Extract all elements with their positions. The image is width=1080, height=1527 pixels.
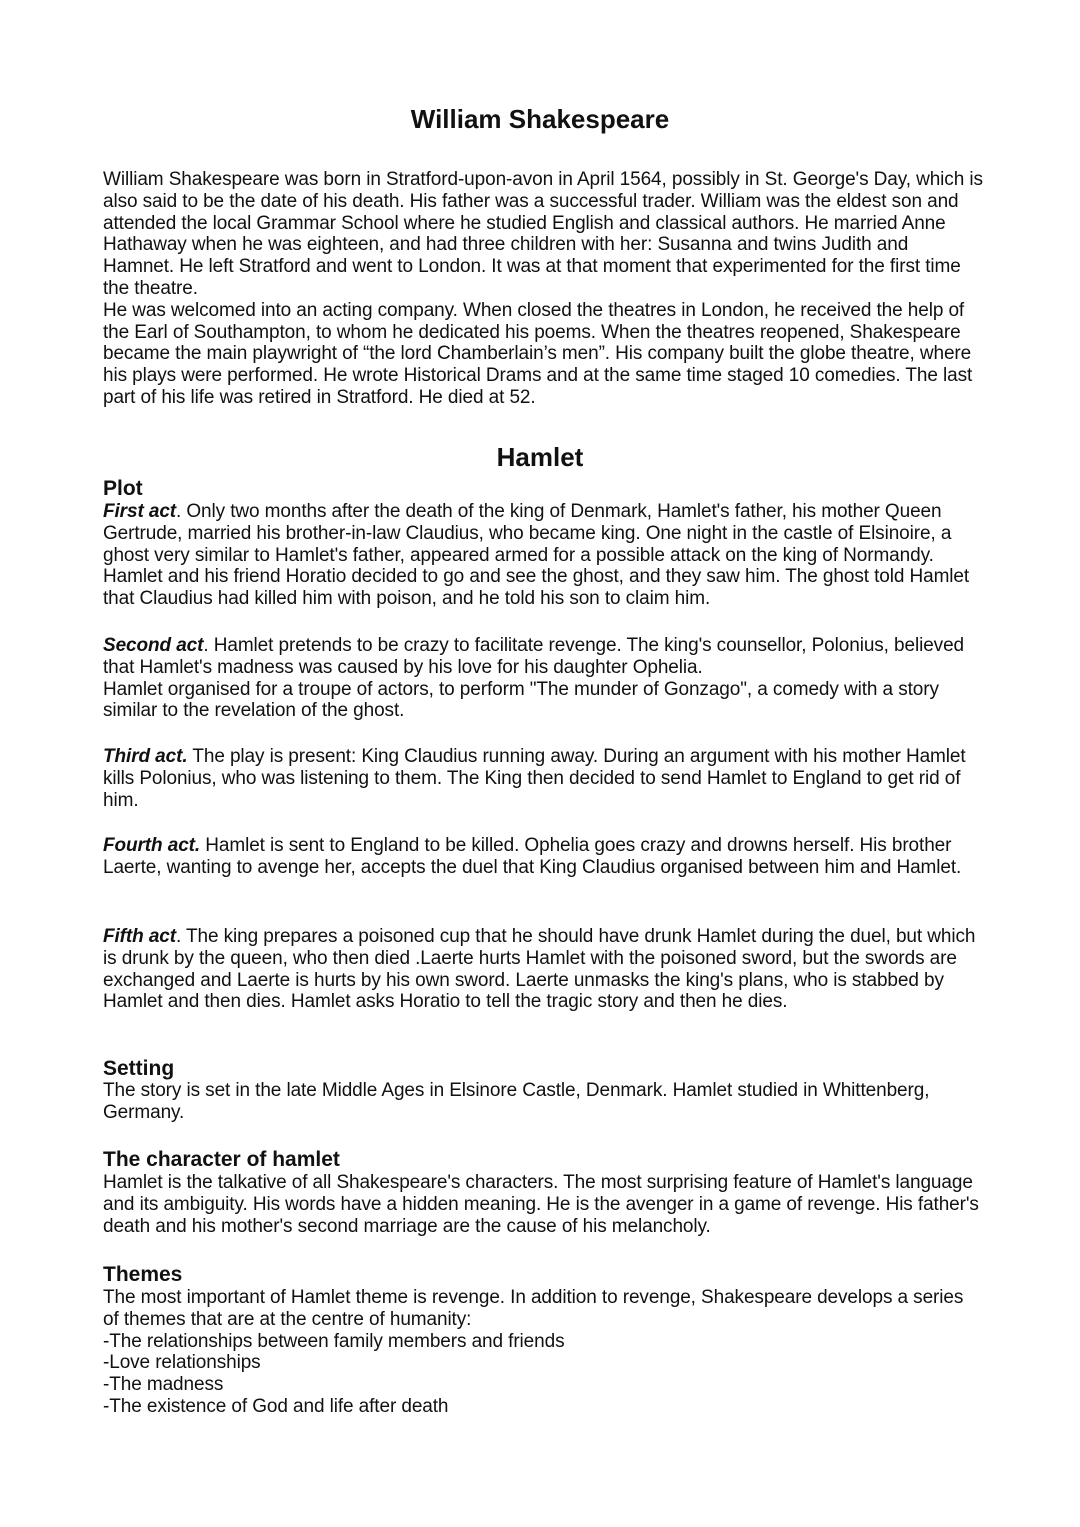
second-act-text: . Hamlet pretends to be crazy to facilitate revenge. The king's counsellor, Polonius, believed that Hamlet's madness was caused by his love for his daughter Ophelia. xyxy=(103,635,965,678)
plot-heading: Plot xyxy=(103,477,143,500)
first-act-text: . Only two months after the death of the king of Denmark, Hamlet's father, his mother Queen Gertrude, married his brother-in-law Claudius, who became king. One night in the castle of Elsinoire, a ghost very similar to Hamlet's father, appeared armed for a possible attack on the king of Normandy. Hamlet and his friend Horatio decided to go and see the ghost, and they saw him. The ghost told Hamlet that Claudius had killed him with poison, and he told his son to claim him. xyxy=(103,501,970,610)
fifth-act-label: Fifth act xyxy=(103,926,176,947)
themes-intro: The most important of Hamlet theme is revenge. In addition to revenge, Shakespeare develops a series of themes that are at the centre of humanity: xyxy=(103,1287,964,1330)
biography-section xyxy=(103,169,983,409)
fifth-act-text: . The king prepares a poisoned cup that he should have drunk Hamlet during the duel, but which is drunk by the queen, who then died .Laerte hurts Hamlet with the poisoned sword, but the swords are exchanged and Laerte is hurts by his own sword. Laerte unmasks the king's plans, who is stabbed by Hamlet and then dies. Hamlet asks Horatio to tell the tragic story and then he dies. xyxy=(103,926,976,1013)
themes-heading: Themes xyxy=(103,1263,183,1286)
fourth-act-label: Fourth act. xyxy=(103,835,201,856)
fourth-act-text: Hamlet is sent to England to be killed. Ophelia goes crazy and drowns herself. His brother Laerte, wanting to avenge her, accepts the duel that King Claudius organised between him and Hamlet. xyxy=(103,835,962,878)
document-title: William Shakespeare xyxy=(410,104,670,134)
setting-heading: Setting xyxy=(103,1057,175,1080)
first-act-paragraph xyxy=(103,501,983,610)
themes-list-item: -The existence of God and life after death xyxy=(103,1395,449,1417)
second-act-label: Second act xyxy=(103,635,204,656)
themes-list-item: -Love relationships xyxy=(103,1352,261,1374)
setting-text: The story is set in the late Middle Ages in Elsinore Castle, Denmark. Hamlet studied in Whittenberg, Germany. xyxy=(103,1080,930,1123)
third-act-label: Third act. xyxy=(103,746,188,767)
first-act-label: First act xyxy=(103,501,177,522)
second-act-paragraph xyxy=(103,635,983,722)
fifth-act-paragraph xyxy=(103,926,983,1013)
second-act-text-continued: Hamlet organised for a troupe of actors, to perform "The munder of Gonzago", a comedy with a story similar to the revelation of the ghost. xyxy=(103,678,939,722)
third-act-text: The play is present: King Claudius running away. During an argument with his mother Hamlet kills Polonius, who was listening to them. The King then decided to send Hamlet to England to get rid of him. xyxy=(103,746,966,811)
themes-list-item: -The madness xyxy=(103,1374,224,1396)
fourth-act-paragraph xyxy=(103,835,983,879)
third-act-paragraph xyxy=(103,746,983,811)
character-heading: The character of hamlet xyxy=(103,1148,340,1171)
themes-section xyxy=(103,1287,983,1418)
biography-paragraph-2: He was welcomed into an acting company. When closed the theatres in London, he received the help of the Earl of Southampton, to whom he dedicated his poems. When the theatres reopened, Shakespeare became the main playwright of “the lord Chamberlain’s men”. His company built the globe theatre, where his plays were performed. He wrote Historical Drams and at the same time staged 10 comedies. The last part of his life was retired in Stratford. He died at 52. xyxy=(103,299,973,408)
biography-paragraph-1: William Shakespeare was born in Stratford-upon-avon in April 1564, possibly in St. George's Day, which is also said to be the date of his death. His father was a successful trader. William was the eldest son and attended the local Grammar School where he studied English and classical authors. He married Anne Hathaway when he was eighteen, and had three children with her: Susanna and twins Judith and Hamnet. He left Stratford and went to London. It was at that moment that experimented for the first time the theatre. xyxy=(103,169,983,299)
hamlet-title: Hamlet xyxy=(496,442,584,472)
character-text: Hamlet is the talkative of all Shakespeare's characters. The most surprising feature of Hamlet's language and its ambiguity. His words have a hidden meaning. He is the avenger in a game of revenge. His father's death and his mother's second marriage are the cause of his melancholy. xyxy=(103,1172,979,1237)
themes-list-item: -The relationships between family members and friends xyxy=(103,1330,565,1352)
